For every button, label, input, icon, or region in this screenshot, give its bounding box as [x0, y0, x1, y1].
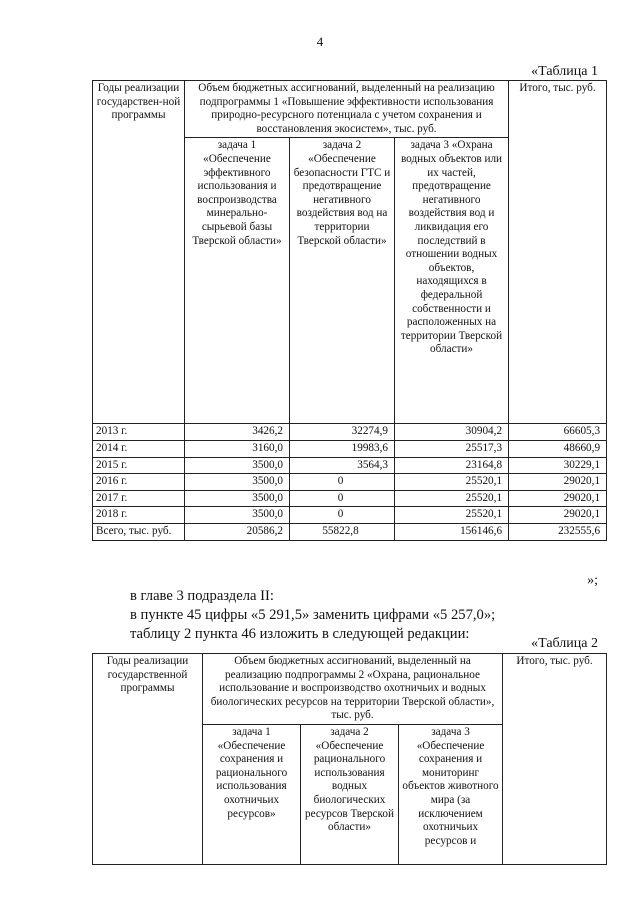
cell-total: 29020,1 [509, 490, 607, 507]
header-budget: Объем бюджетных ассигнований, выделенный на реализацию подпрограммы 1 «Повышение эффективности использования природно-ресурсного потенциала с учетом сохранения и восстановления экосистем», тыс. руб. [185, 81, 509, 138]
cell-task3: 25520,1 [395, 474, 509, 491]
cell-task2: 0 [290, 490, 395, 507]
cell-total: 30229,1 [509, 457, 607, 474]
table2-caption: «Таблица 2 [531, 636, 598, 651]
row-year: 2016 г. [93, 474, 185, 491]
cell-total: 29020,1 [509, 474, 607, 491]
paragraph: в пункте 45 цифры «5 291,5» заменить цифрами «5 257,0»; [130, 607, 496, 623]
header-budget: Объем бюджетных ассигнований, выделенный на реализацию подпрограммы 2 «Охрана, рациональное использование и воспроизводство охотничьих и водных биологических ресурсов на территории Тверской области», тыс. руб. [203, 654, 503, 725]
header-years: Годы реализации государствен-ной программы [93, 81, 185, 424]
table-row [93, 457, 607, 474]
cell-task3: 156146,6 [395, 523, 509, 540]
table-row [93, 474, 607, 491]
cell-task1: 3160,0 [185, 440, 290, 457]
cell-task3: 25517,3 [395, 440, 509, 457]
header-years: Годы реализации государственной программы [93, 654, 203, 865]
table1-closing-quote: »; [587, 573, 598, 588]
cell-total: 66605,3 [509, 424, 607, 441]
row-year: 2013 г. [93, 424, 185, 441]
page-number: 4 [316, 34, 324, 49]
cell-task1: 20586,2 [185, 523, 290, 540]
task-2-header: задача 2 «Обеспечение безопасности ГТС и предотвращение негативного воздействия вод на территории Тверской области» [290, 138, 395, 424]
cell-task3: 23164,8 [395, 457, 509, 474]
cell-total: 232555,6 [509, 523, 607, 540]
header-total: Итого, тыс. руб. [503, 654, 607, 865]
cell-task2: 3564,3 [290, 457, 395, 474]
cell-task2: 32274,9 [290, 424, 395, 441]
task-3-header: задача 3 «Обеспечение сохранения и мониторинг объектов животного мира (за исключением охотничьих ресурсов и [399, 724, 503, 864]
task-1-header: задача 1 «Обеспечение сохранения и рационального использования охотничьих ресурсов» [203, 724, 301, 864]
header-total: Итого, тыс. руб. [509, 81, 607, 424]
table1-caption: «Таблица 1 [531, 64, 598, 79]
cell-task1: 3500,0 [185, 474, 290, 491]
row-year: 2014 г. [93, 440, 185, 457]
row-year: Всего, тыс. руб. [93, 523, 185, 540]
cell-task2: 0 [290, 507, 395, 524]
cell-task1: 3426,2 [185, 424, 290, 441]
budget-table-1 [92, 80, 607, 541]
cell-task3: 30904,2 [395, 424, 509, 441]
table-row [93, 507, 607, 524]
cell-task2: 55822,8 [290, 523, 395, 540]
cell-total: 48660,9 [509, 440, 607, 457]
table-row [93, 424, 607, 441]
cell-task2: 19983,6 [290, 440, 395, 457]
cell-task1: 3500,0 [185, 457, 290, 474]
table-row [93, 490, 607, 507]
cell-task2: 0 [290, 474, 395, 491]
budget-table-2 [92, 653, 607, 865]
cell-task1: 3500,0 [185, 507, 290, 524]
row-year: 2015 г. [93, 457, 185, 474]
task-2-header: задача 2 «Обеспечение рационального использования водных биологических ресурсов Тверской области» [301, 724, 399, 864]
cell-task1: 3500,0 [185, 490, 290, 507]
paragraph: в главе 3 подраздела II: [130, 588, 274, 604]
task-3-header: задача 3 «Охрана водных объектов или их частей, предотвращение негативного воздействия вод и ликвидация его последствий в отношении водных объектов, находящихся в федеральной собственности и расположенных на территории Тверской области» [395, 138, 509, 424]
cell-task3: 25520,1 [395, 507, 509, 524]
paragraph: таблицу 2 пункта 46 изложить в следующей редакции: [130, 626, 470, 642]
row-year: 2017 г. [93, 490, 185, 507]
cell-task3: 25520,1 [395, 490, 509, 507]
task-1-header: задача 1 «Обеспечение эффективного использования и воспроизводства минерально-сырьевой базы Тверской области» [185, 138, 290, 424]
table-row-total [93, 523, 607, 540]
row-year: 2018 г. [93, 507, 185, 524]
cell-total: 29020,1 [509, 507, 607, 524]
table-row [93, 440, 607, 457]
